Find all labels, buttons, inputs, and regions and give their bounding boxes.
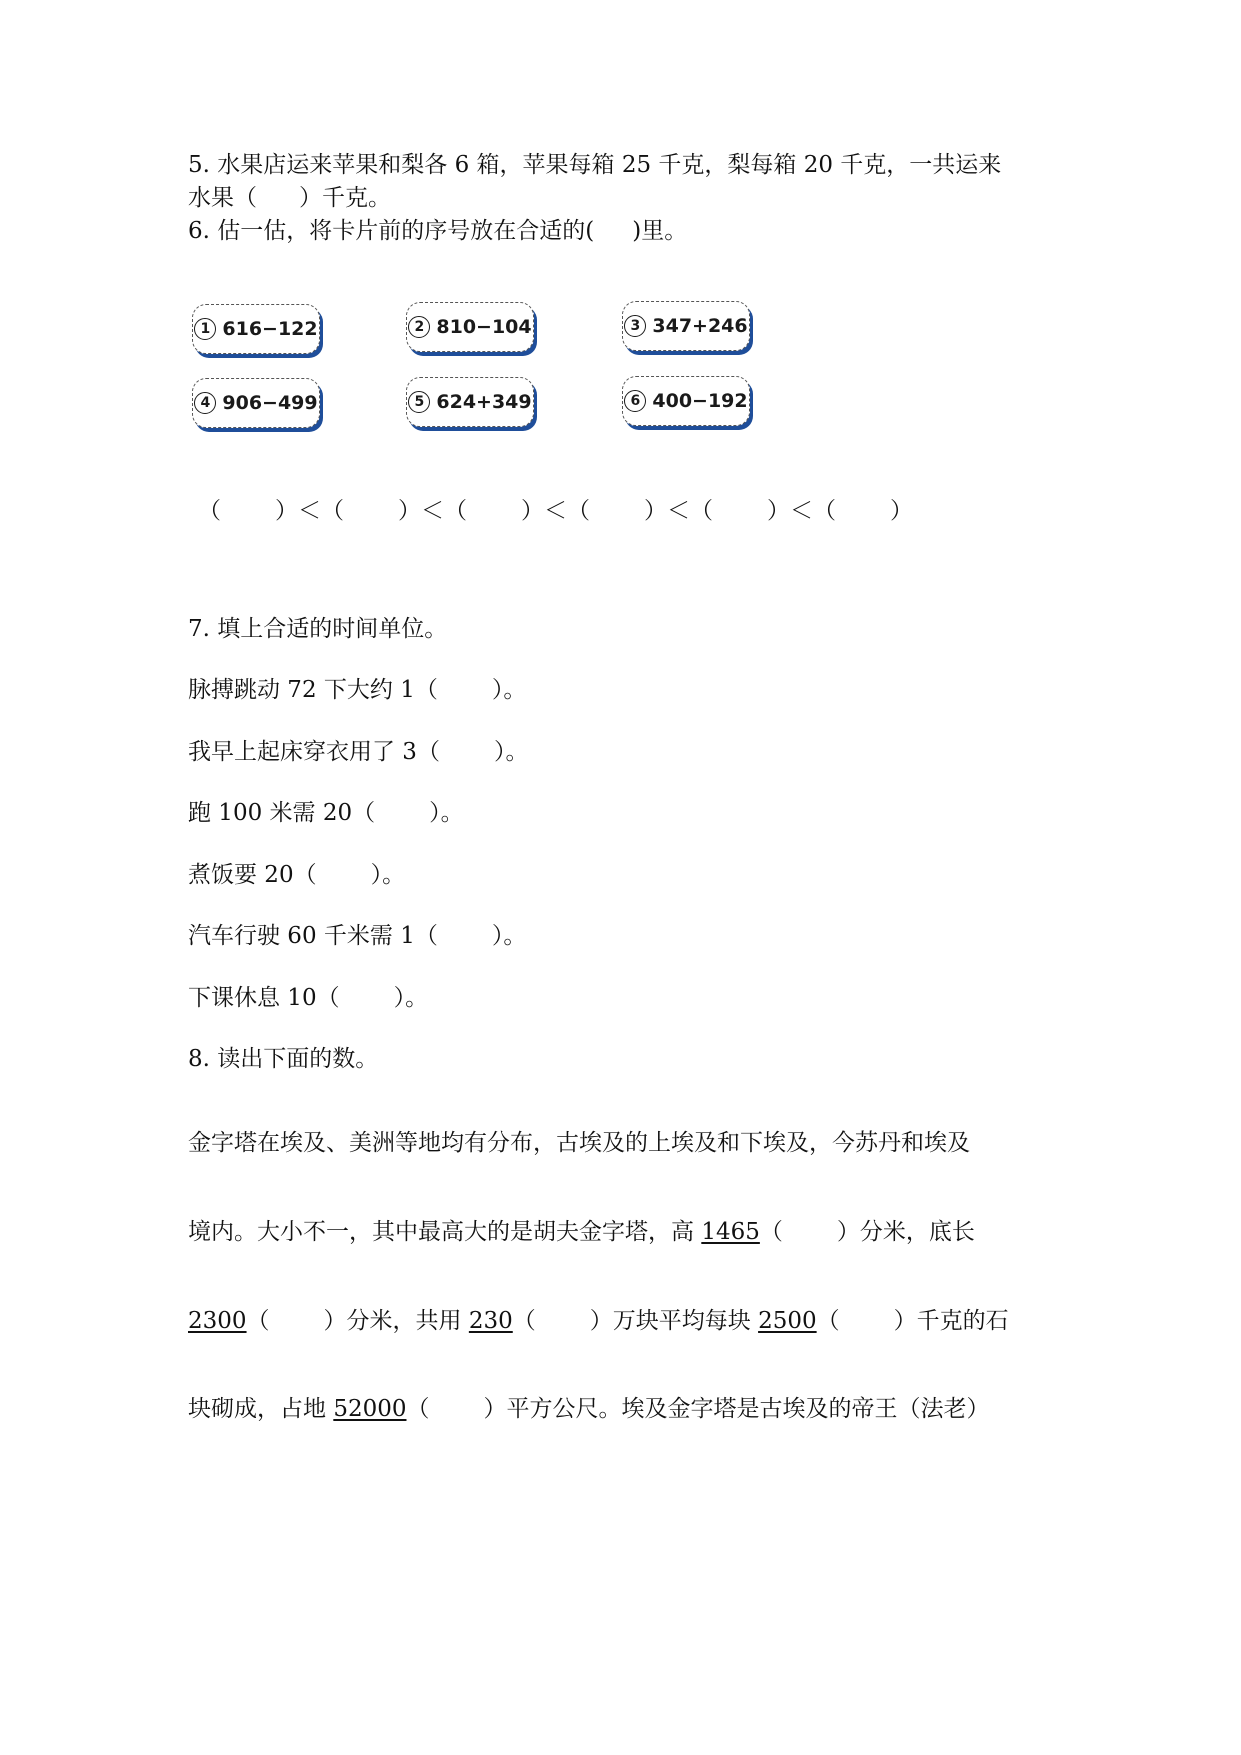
q7-item-5-end: ）。	[491, 923, 527, 949]
blank-5-close: ）	[767, 498, 790, 524]
q8-paren-open: （	[512, 1308, 536, 1334]
blank-2-close: ）	[398, 498, 421, 524]
q8-para-line4	[188, 1394, 989, 1424]
q8-para-line1: 金字塔在埃及、美洲等地均有分布，古埃及的上埃及和下埃及，今苏丹和埃及	[188, 1130, 970, 1156]
q8-title: 8. 读出下面的数。	[188, 1046, 379, 1072]
card-5-badge: 5	[408, 391, 430, 413]
q7-item-6-end: ）。	[393, 985, 429, 1011]
blank-3-close: ）	[521, 498, 544, 524]
q7-item-3-end: ）。	[429, 800, 464, 826]
less-than-3: ＜	[544, 498, 567, 524]
q7-item-4-end: ）。	[370, 862, 406, 888]
q7-item-1-end: ）。	[491, 677, 527, 703]
q5-line2-prefix: 水果（	[188, 185, 257, 211]
less-than-5: ＜	[790, 498, 813, 524]
q8-text: ）平方公尺。埃及金字塔是古埃及的帝王（法老）	[483, 1396, 990, 1422]
card-6-badge: 6	[624, 390, 646, 412]
blank-2-open: （	[321, 498, 344, 524]
q8-paren-open: （	[816, 1308, 840, 1334]
q8-para-line3	[188, 1306, 1009, 1336]
q5-line2-suffix: ）千克。	[299, 185, 391, 211]
less-than-1: ＜	[298, 498, 321, 524]
q8-paren-open: （	[759, 1219, 783, 1245]
blank-4-open: （	[567, 498, 590, 524]
card-1-expr: 616−122	[222, 318, 318, 340]
q7-item-6-text: 下课休息 10（	[188, 985, 340, 1011]
q8-text: ）万块平均每块	[589, 1308, 759, 1334]
q7-item-4-text: 煮饭要 20（	[188, 862, 317, 888]
q8-text: ）分米，共用	[323, 1308, 469, 1334]
number-230: 230	[468, 1308, 513, 1334]
card-3	[622, 301, 750, 351]
card-6-expr: 400−192	[652, 390, 748, 412]
card-4-badge: 4	[194, 392, 216, 414]
less-than-4: ＜	[667, 498, 690, 524]
card-2-badge: 2	[408, 316, 430, 338]
q7-item-5	[188, 921, 526, 951]
number-1465: 1465	[701, 1219, 760, 1245]
q7-item-2	[188, 737, 528, 767]
card-3-expr: 347+246	[652, 315, 748, 337]
number-2300: 2300	[188, 1308, 247, 1334]
q7-title: 7. 填上合适的时间单位。	[188, 616, 448, 642]
q6-prompt-end: )里。	[632, 218, 688, 244]
blank-5-open: （	[690, 498, 713, 524]
q8-text: ）千克的石	[893, 1308, 1009, 1334]
q7-item-2-end: ）。	[493, 739, 529, 765]
q7-item-3-text: 跑 100 米需 20（	[188, 800, 376, 826]
q8-paren-open: （	[246, 1308, 270, 1334]
comparison-row	[198, 492, 913, 525]
blank-3-open: （	[444, 498, 467, 524]
blank-1-close: ）	[275, 498, 298, 524]
q7-item-4	[188, 860, 405, 890]
q5-line2	[188, 183, 391, 213]
q7-item-6	[188, 983, 428, 1013]
less-than-2: ＜	[421, 498, 444, 524]
card-5-expr: 624+349	[436, 391, 532, 413]
q7-item-5-text: 汽车行驶 60 千米需 1（	[188, 923, 438, 949]
q7-item-1	[188, 675, 526, 705]
q6-prompt-start: 6. 估一估，将卡片前的序号放在合适的(	[188, 218, 595, 244]
q7-item-3	[188, 798, 464, 828]
card-1	[192, 304, 320, 354]
card-3-badge: 3	[624, 315, 646, 337]
q8-paren-open: （	[406, 1396, 430, 1422]
card-4-expr: 906−499	[222, 392, 318, 414]
card-1-badge: 1	[194, 318, 216, 340]
q5-line1: 5. 水果店运来苹果和梨各 6 箱，苹果每箱 25 千克，梨每箱 20 千克，一共运来	[188, 152, 1002, 178]
blank-4-close: ）	[644, 498, 667, 524]
q7-item-1-text: 脉搏跳动 72 下大约 1（	[188, 677, 438, 703]
number-2500: 2500	[758, 1308, 817, 1334]
card-4	[192, 378, 320, 428]
q8-text: 境内。大小不一，其中最高大的是胡夫金字塔，高	[188, 1219, 702, 1245]
q6-prompt	[188, 216, 687, 246]
blank-6-close: ）	[890, 498, 913, 524]
card-6	[622, 376, 750, 426]
card-2	[406, 302, 534, 352]
q8-text: 块砌成，占地	[188, 1396, 334, 1422]
blank-1-open: （	[198, 498, 221, 524]
q7-item-2-text: 我早上起床穿衣用了 3（	[188, 739, 440, 765]
card-2-expr: 810−104	[436, 316, 532, 338]
q8-para-line2	[188, 1217, 975, 1247]
number-52000: 52000	[333, 1396, 407, 1422]
q8-text: ）分米，底长	[836, 1219, 975, 1245]
blank-6-open: （	[813, 498, 836, 524]
card-5	[406, 377, 534, 427]
